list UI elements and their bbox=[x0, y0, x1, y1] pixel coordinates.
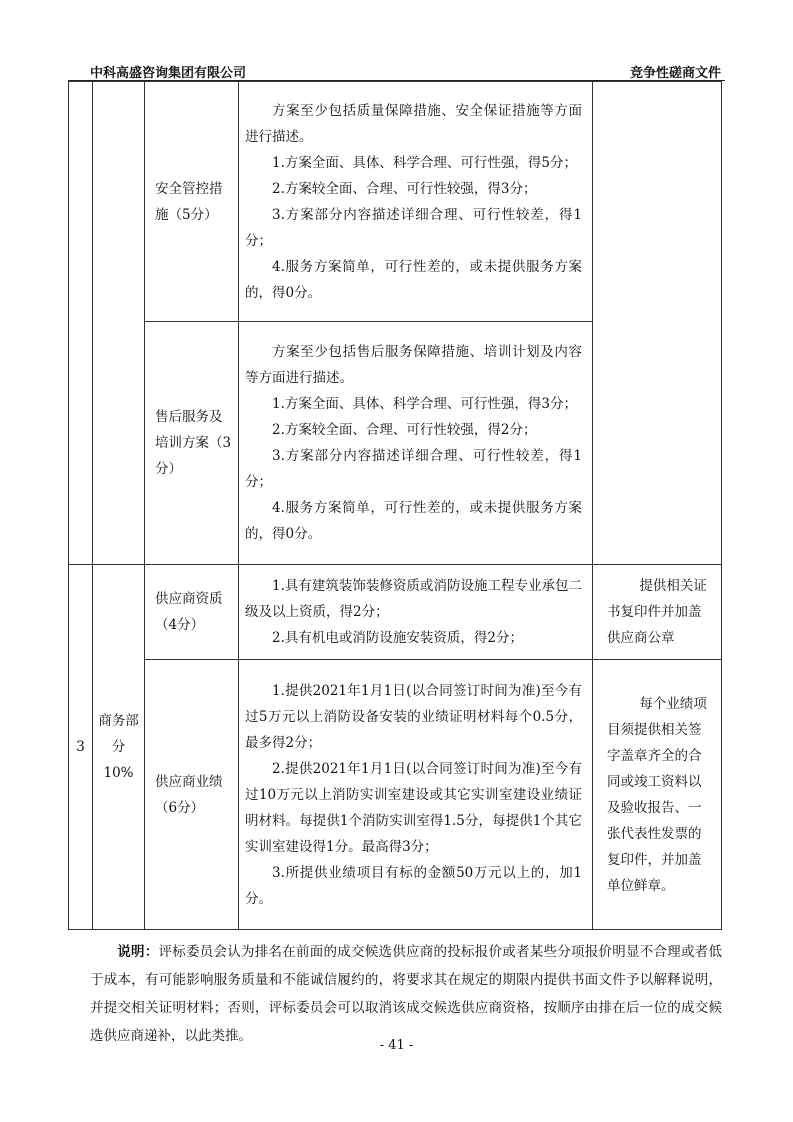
criteria-line: 2.方案较全面、合理、可行性较强，得3分； bbox=[272, 180, 537, 197]
item-name-safety: 安全管控措施（5分） bbox=[145, 82, 239, 322]
criteria-qualification bbox=[239, 565, 593, 660]
criteria-safety bbox=[239, 82, 593, 322]
criteria-line: 4.服务方案简单，可行性差的，或未提供服务方案的，得0分。 bbox=[245, 500, 582, 542]
scoring-table bbox=[68, 81, 722, 930]
table-row-qualification bbox=[69, 565, 722, 660]
explanation-text: 评标委员会认为排名在前面的成交候选供应商的投标报价或者某些分项报价明显不合理或者低于成本，有可能影响服务质量和不能诚信履约的，将要求其在规定的期限内提供书面文件予以解释说明，并提交相关证明材料；否则，评标委员会可以取消该成交候选供应商资格，按顺序由排在后一位的成交候选供应商递补，以此类推。 bbox=[90, 944, 722, 1044]
item-name-performance: 供应商业绩（6分） bbox=[145, 660, 239, 930]
criteria-line: 1.方案全面、具体、科学合理、可行性强，得3分； bbox=[272, 396, 577, 412]
note-empty bbox=[593, 82, 722, 565]
criteria-line: 3.方案部分内容描述详细合理、可行性较差，得1分； bbox=[245, 206, 582, 249]
page-number: - 41 - bbox=[379, 1038, 414, 1053]
row-category: 商务部分10% bbox=[93, 565, 145, 930]
table-row-safety bbox=[69, 82, 722, 322]
table-row-performance bbox=[69, 660, 722, 930]
note-text: 提供相关证书复印件并加盖供应商公章 bbox=[607, 578, 707, 646]
criteria-line: 2.具有机电或消防设施安装资质，得2分； bbox=[272, 630, 523, 646]
note-performance bbox=[593, 660, 722, 930]
item-name-aftersales: 售后服务及培训方案（3分） bbox=[145, 322, 239, 565]
criteria-line: 3.所提供业绩项目有标的金额50万元以上的，加1分。 bbox=[245, 864, 582, 907]
company-name: 中科高盛咨询集团有限公司 bbox=[90, 66, 247, 81]
criteria-line: 方案至少包括售后服务保障措施、培训计划及内容等方面进行描述。 bbox=[245, 344, 582, 386]
criteria-line: 4.服务方案简单，可行性差的，或未提供服务方案的，得0分。 bbox=[245, 258, 582, 301]
note-text: 每个业绩项目须提供相关签字盖章齐全的合同或竣工资料以及验收报告、一张代表性发票的复印件，并加盖单位鲜章。 bbox=[607, 695, 707, 894]
note-qualification bbox=[593, 565, 722, 660]
criteria-aftersales bbox=[239, 322, 593, 565]
document-type: 竞争性磋商文件 bbox=[629, 66, 721, 81]
row-number: 3 bbox=[69, 565, 93, 930]
explanation-label: 说明： bbox=[117, 944, 159, 960]
criteria-line: 1.具有建筑装饰装修资质或消防设施工程专业承包二级及以上资质，得2分； bbox=[245, 578, 582, 620]
criteria-line: 1.提供2021年1月1日(以合同签订时间为准)至今有过5万元以上消防设备安装的业绩证明材料每个0.5分，最多得2分； bbox=[245, 682, 582, 751]
criteria-line: 方案至少包括质量保障措施、安全保证措施等方面进行描述。 bbox=[245, 102, 582, 145]
criteria-line: 3.方案部分内容描述详细合理、可行性较差，得1分； bbox=[245, 448, 582, 490]
criteria-line: 1.方案全面、具体、科学合理、可行性强，得5分； bbox=[272, 154, 577, 171]
criteria-line: 2.方案较全面、合理、可行性较强，得2分； bbox=[272, 422, 537, 438]
criteria-line: 2.提供2021年1月1日(以合同签订时间为准)至今有过10万元以上消防实训室建设或其它实训室建设业绩证明材料。每提供1个消防实训室得1.5分，每提供1个其它实训室建设得1分。最高得3分； bbox=[245, 760, 582, 855]
explanation-paragraph bbox=[90, 938, 722, 1050]
criteria-performance bbox=[239, 660, 593, 930]
row-category-empty bbox=[93, 82, 145, 565]
item-name-qualification: 供应商资质（4分） bbox=[145, 565, 239, 660]
row-number-empty bbox=[69, 82, 93, 565]
